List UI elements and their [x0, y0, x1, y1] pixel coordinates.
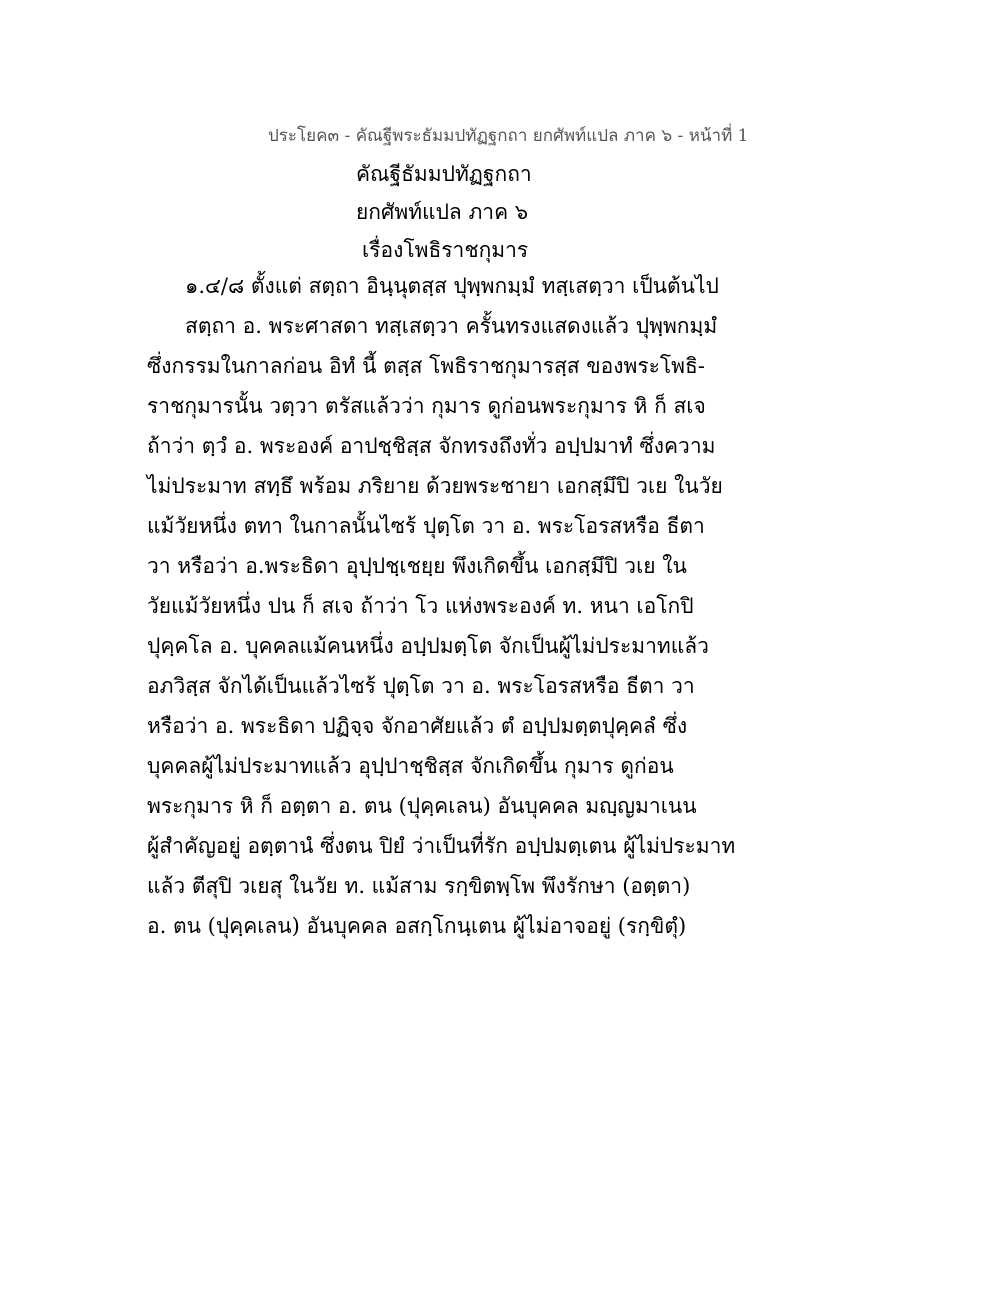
text-line: พระกุมาร หิ ก็ อตฺตา อ. ตน (ปุคฺคเลน) อันบุคคล มญฺญมาเนน — [147, 794, 697, 818]
text-line: ปุคฺคโล อ. บุคคลแม้คนหนึ่ง อปฺปมตฺโต จักเป็นผู้ไม่ประมาทแล้ว — [147, 634, 709, 658]
book-subtitle: ยกศัพท์แปล ภาค ๖ — [356, 200, 529, 224]
text-line: แล้ว ตีสุปิ วเยสุ ในวัย ท. แม้สาม รกฺขิตพฺโพ พึงรักษา (อตฺตา) — [147, 874, 691, 898]
text-line: ๑.๔/๘ ตั้งแต่ สตฺถา อินฺนุตสฺส ปุพฺพกมฺมํ ทสฺเสตฺวา เป็นต้นไป — [185, 274, 719, 298]
text-line: บุคคลผู้ไม่ประมาทแล้ว อุปฺปาชฺชิสฺส จักเกิดขึ้น กุมาร ดูก่อน — [147, 754, 674, 778]
text-line: วัยแม้วัยหนึ่ง ปน ก็ สเจ ถ้าว่า โว แห่งพระองค์ ท. หนา เอโกปิ — [147, 594, 694, 618]
story-title: เรื่องโพธิราชกุมาร — [362, 238, 529, 262]
text-line: ผู้สำคัญอยู่ อตฺตานํ ซึ่งตน ปิยํ ว่าเป็นที่รัก อปฺปมตฺเตน ผู้ไม่ประมาท — [147, 834, 736, 858]
text-line: อภวิสฺส จักได้เป็นแล้วไซร้ ปุตฺโต วา อ. พระโอรสหรือ ธีตา วา — [147, 674, 695, 698]
running-header: ประโยค๓ - คัณฐีพระธัมมปทัฏฐกถา ยกศัพท์แปล ภาค ๖ - หน้าที่ 1 — [268, 126, 749, 146]
text-line: ซึ่งกรรมในกาลก่อน อิทํ นี้ ตสฺส โพธิราชกุมารสฺส ของพระโพธิ- — [147, 354, 705, 378]
text-line: แม้วัยหนึ่ง ตทา ในกาลนั้นไซร้ ปุตฺโต วา อ. พระโอรสหรือ ธีตา — [147, 514, 705, 538]
text-line: หรือว่า อ. พระธิดา ปฏิจฺจ จักอาศัยแล้ว ตํ อปฺปมตฺตปุคฺคลํ ซึ่ง — [147, 714, 688, 738]
text-line: วา หรือว่า อ.พระธิดา อุปฺปชฺเชยฺย พึงเกิดขึ้น เอกสฺมึปิ วเย ใน — [147, 554, 687, 578]
book-title: คัณฐีธัมมปทัฏฐกถา — [356, 162, 532, 186]
text-line: ราชกุมารนั้น วตฺวา ตรัสแล้วว่า กุมาร ดูก่อนพระกุมาร หิ ก็ สเจ — [147, 394, 706, 418]
text-line: ไม่ประมาท สทฺธึ พร้อม ภริยาย ด้วยพระชายา เอกสฺมึปิ วเย ในวัย — [147, 474, 723, 498]
text-line: อ. ตน (ปุคฺคเลน) อันบุคคล อสกฺโกนฺเตน ผู้ไม่อาจอยู่ (รกฺขิตุํ) — [147, 914, 687, 938]
text-line: สตฺถา อ. พระศาสดา ทสฺเสตฺวา ครั้นทรงแสดงแล้ว ปุพฺพกมฺมํ — [185, 314, 718, 338]
text-line: ถ้าว่า ตฺวํ อ. พระองค์ อาปชฺชิสฺส จักทรงถึงทั่ว อปฺปมาทํ ซึ่งความ — [147, 434, 716, 458]
